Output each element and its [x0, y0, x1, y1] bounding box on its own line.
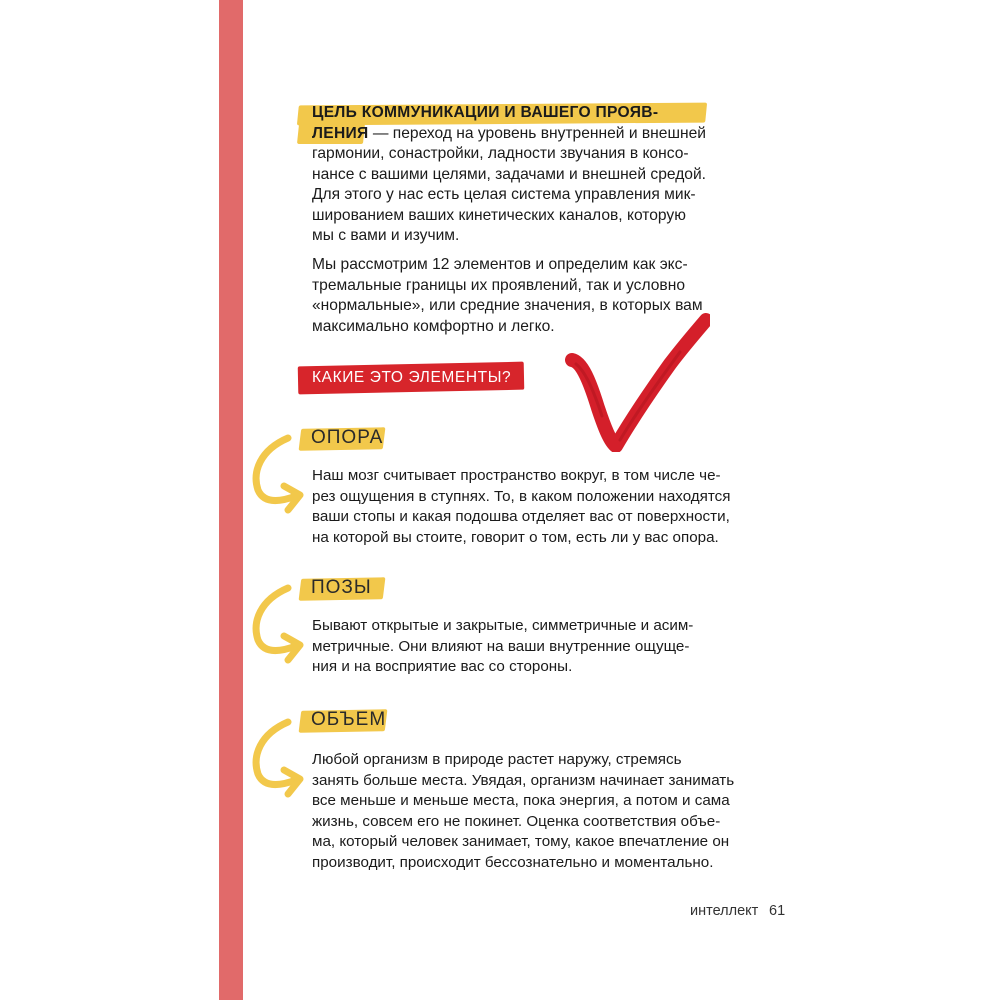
paragraph-line: Мы рассмотрим 12 элементов и определим как экс- — [312, 256, 688, 273]
curved-arrow-icon — [246, 432, 308, 532]
intro-paragraph — [312, 103, 706, 247]
section-line: Наш мозг считывает пространство вокруг, в том числе че- — [312, 467, 721, 484]
section-line: рез ощущения в ступнях. То, в каком положении находятся — [312, 487, 731, 505]
intro-line: нансе с вашими целями, задачами и внешней средой. — [312, 165, 707, 183]
curved-arrow-icon — [246, 582, 308, 682]
paragraph-line: максимально комфортно и легко. — [312, 317, 555, 335]
banner-text: КАКИЕ ЭТО ЭЛЕМЕНТЫ? — [312, 369, 512, 386]
section-title-obem: ОБЪЕМ — [311, 709, 387, 730]
running-footer-section: интеллект — [690, 903, 759, 919]
intro-line2-text: — переход на уровень внутренней и внешней — [368, 124, 706, 142]
paragraph-line: «нормальные», или средние значения, в которых вам — [312, 297, 703, 314]
section-line: жизнь, совсем его не покинет. Оценка соответствия объе- — [312, 812, 721, 830]
intro-line: гармонии, сонастройки, ладности звучания в консо- — [312, 145, 689, 162]
section-body-pozy — [312, 616, 693, 678]
intro-heading-line2: ЛЕНИЯ — [312, 124, 369, 142]
section-body-opora — [312, 466, 731, 548]
section-body-obem — [312, 750, 734, 873]
intro-heading-line1: ЦЕЛЬ КОММУНИКАЦИИ И ВАШЕГО ПРОЯВ- — [312, 104, 659, 121]
section-line: Любой организм в природе растет наружу, стремясь — [312, 751, 682, 768]
checkmark-icon — [560, 312, 710, 452]
section-title-opora: ОПОРА — [311, 427, 384, 448]
side-color-bar — [219, 0, 243, 1000]
section-line: производит, происходит бессознательно и моментально. — [312, 853, 714, 871]
section-line: ния и на восприятие вас со стороны. — [312, 658, 573, 675]
intro-line: шированием ваших кинетических каналов, которую — [312, 206, 686, 224]
section-line: ма, который человек занимает, тому, какое впечатление он — [312, 833, 730, 850]
paragraph-line: тремальные границы их проявлений, так и условно — [312, 276, 685, 294]
section-line: занять больше места. Увядая, организм начинает занимать — [312, 771, 735, 789]
section-line: метричные. Они влияют на ваши внутренние ощуще- — [312, 637, 690, 655]
section-line: ваши стопы и какая подошва отделяет вас от поверхности, — [312, 508, 730, 525]
section-title-pozy: ПОЗЫ — [311, 577, 372, 598]
page-number: 61 — [769, 903, 786, 919]
section-line: на которой вы стоите, говорит о том, есть ли у вас опора. — [312, 528, 719, 546]
curved-arrow-icon — [246, 716, 308, 816]
section-line: все меньше и меньше места, пока энергия, а потом и сама — [312, 792, 730, 809]
section-line: Бывают открытые и закрытые, симметричные и асим- — [312, 617, 694, 634]
intro-line: мы с вами и изучим. — [312, 227, 460, 244]
intro-line2 — [312, 124, 706, 145]
intro-line: Для этого у нас есть целая система управления мик- — [312, 186, 696, 203]
